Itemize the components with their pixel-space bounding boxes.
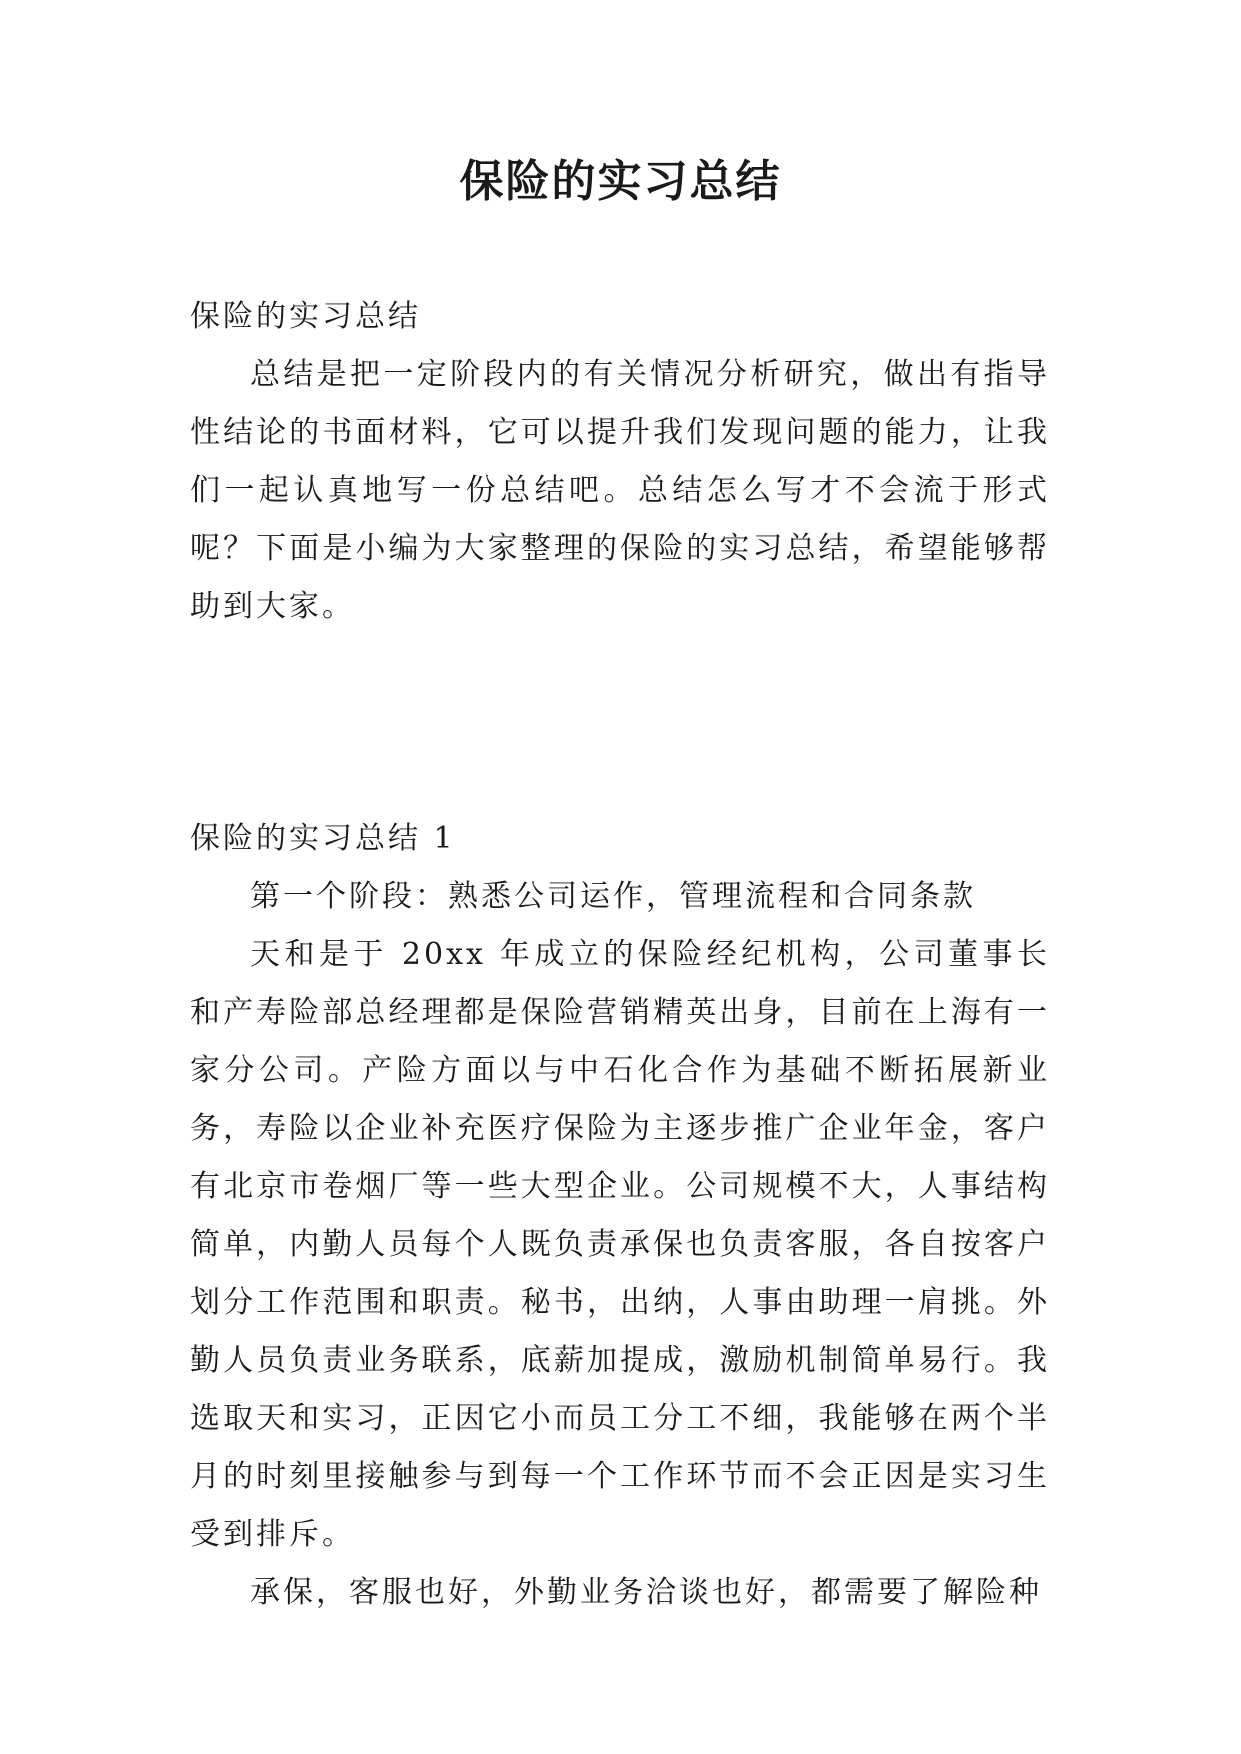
document-body (190, 288, 1050, 1622)
stage-heading: 第一个阶段：熟悉公司运作，管理流程和合同条款 (250, 879, 976, 914)
intro-paragraph: 总结是把一定阶段内的有关情况分析研究，做出有指导性结论的书面材料，它可以提升我们发现问题的能力，让我们一起认真地写一份总结吧。总结怎么写才不会流于形式呢？下面是小编为大家整理的保险的实习总结，希望能够帮助到大家。 (190, 357, 1050, 624)
section-spacer (190, 636, 1050, 810)
body-paragraph: 承保，客服也好，外勤业务洽谈也好，都需要了解险种 (250, 1575, 1042, 1610)
document-title: 保险的实习总结 (459, 156, 782, 207)
body-paragraph: 天和是于 20xx 年成立的保险经纪机构，公司董事长和产寿险部总经理都是保险营销精英出身，目前在上海有一家分公司。产险方面以与中石化合作为基础不断拓展新业务，寿险以企业补充医疗保险为主逐步推广企业年金，客户有北京市卷烟厂等一些大型企业。公司规模不大，人事结构简单，内勤人员每个人既负责承保也负责客服，各自按客户划分工作范围和职责。秘书，出纳，人事由助理一肩挑。外勤人员负责业务联系，底薪加提成，激励机制简单易行。我选取天和实习，正因它小而员工分工不细，我能够在两个半月的时刻里接触参与到每一个工作环节而不会正因是实习生受到排斥。 (190, 937, 1050, 1552)
intro-heading: 保险的实习总结 (190, 299, 421, 334)
section-heading: 保险的实习总结 1 (190, 821, 456, 856)
